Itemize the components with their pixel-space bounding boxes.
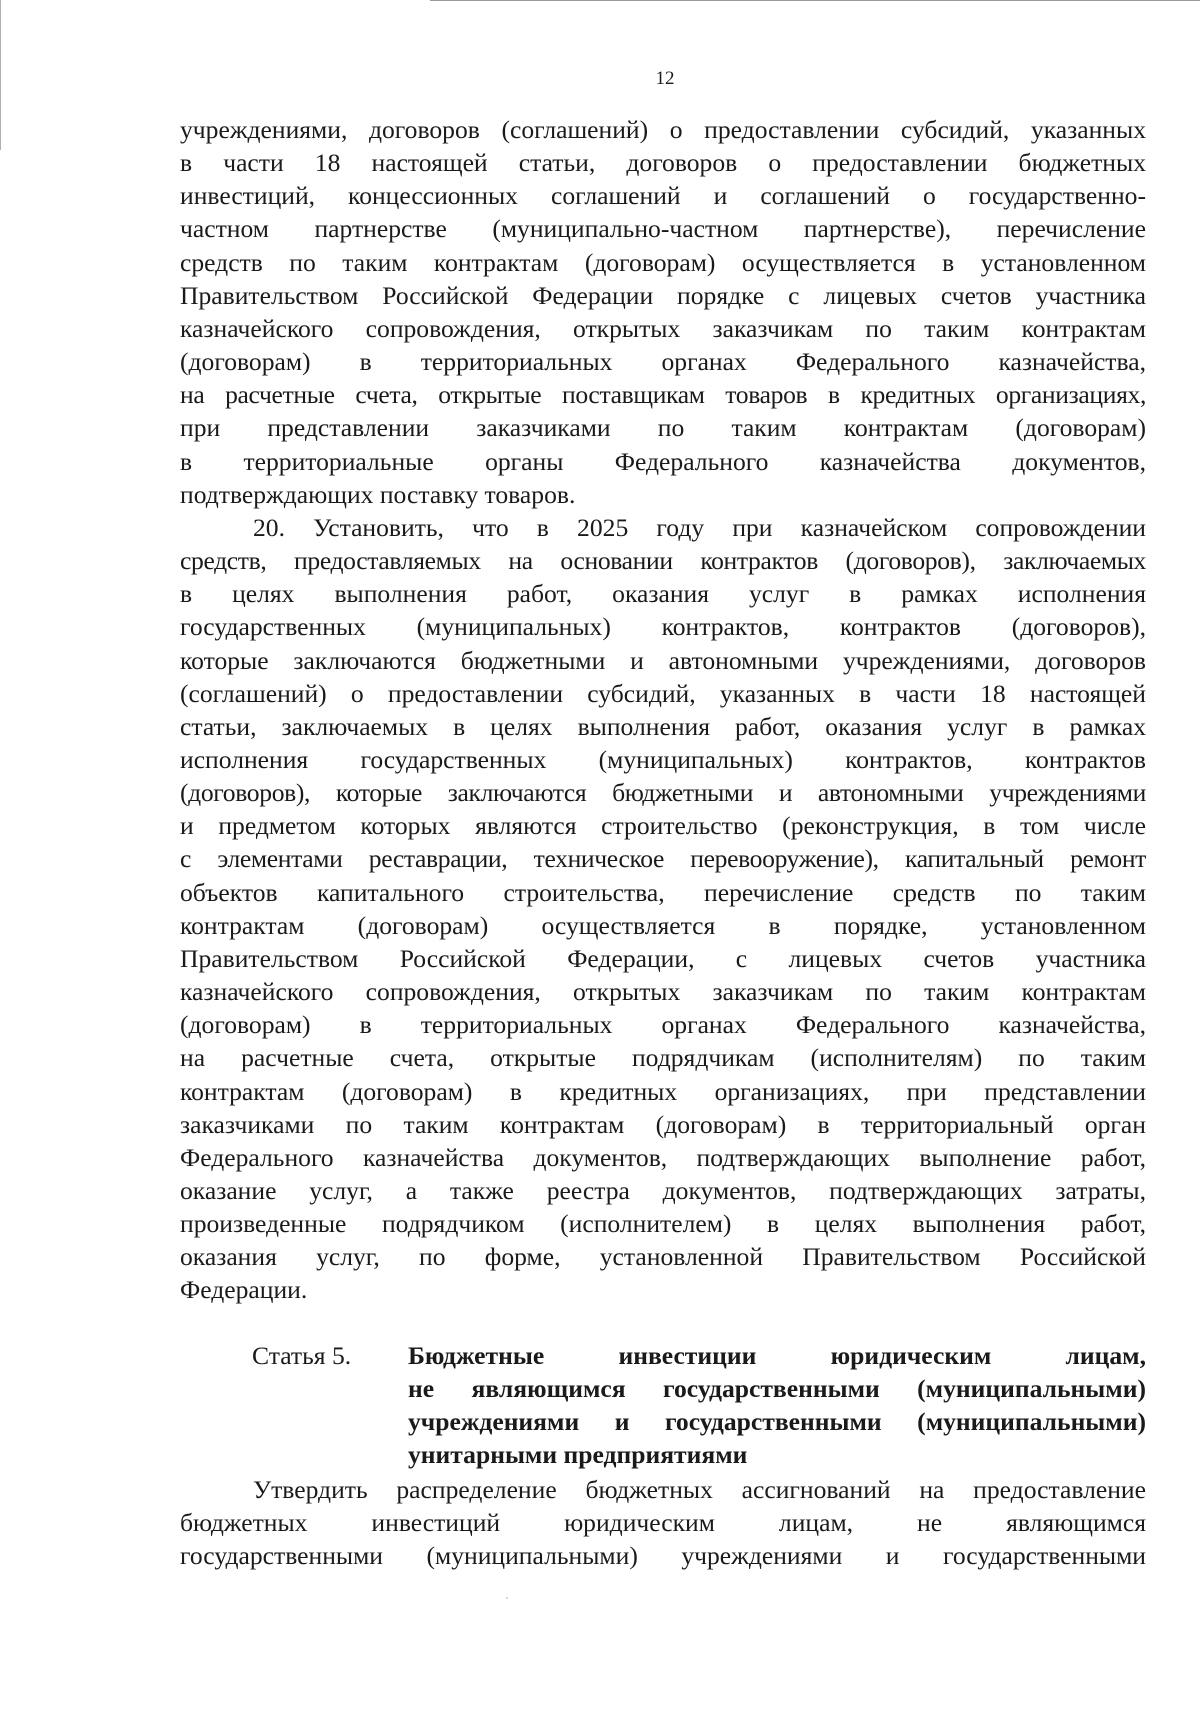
text-line: контрактам (договорам) осуществляется в порядке, установленном [180,910,1146,940]
text-line: Федерального казначейства документов, подтверждающих выполнение работ, [180,1142,1146,1172]
text-line: учреждениями, договоров (соглашений) о предоставлении субсидий, указанных [180,115,1146,144]
text-line: (соглашений) о предоставлении субсидий, указанных в части 18 настоящей [180,678,1146,708]
text-line: контрактам (договорам) в кредитных организациях, при представлении [180,1076,1146,1106]
document-body [180,113,1146,1307]
text-line: государственными (муниципальными) учреждениями и государственными [180,1541,1146,1571]
article-number: Статья 5. [252,1341,352,1370]
text-line: Утвердить распределение бюджетных ассигнований на предоставление [253,1475,1146,1504]
text-line: казначейского сопровождения, открытых заказчикам по таким контрактам [180,977,1146,1007]
text-line: оказания услуг, по форме, установленной Правительством Российской [180,1242,1146,1272]
text-line: заказчиками по таким контрактам (договорам) в территориальный орган [180,1109,1146,1139]
text-line: 20. Установить, что в 2025 году при казначейском сопровождении [253,512,1146,542]
page-number: 12 [655,68,675,89]
text-line: частном партнерстве (муниципально-частном партнерстве), перечисление [180,214,1146,244]
article-title-line: учреждениями и государственными (муниципальными) [408,1407,1146,1437]
paragraph-19-tail [180,113,1146,511]
text-line: инвестиций, концессионных соглашений и соглашений о государственно- [180,181,1146,211]
text-line: государственных (муниципальных) контрактов, контрактов (договоров), [180,612,1146,642]
text-line: которые заключаются бюджетными и автономными учреждениями, договоров [180,645,1146,675]
text-line: (договорам) в территориальных органах Федерального казначейства, [180,347,1146,377]
text-line: (договорам) в территориальных органах Федерального казначейства, [180,1010,1146,1040]
text-line: оказание услуг, а также реестра документов, подтверждающих затраты, [180,1176,1146,1205]
text-line: в целях выполнения работ, оказания услуг в рамках исполнения [180,579,1146,609]
text-line: произведенные подрядчиком (исполнителем) в целях выполнения работ, [180,1209,1146,1239]
text-line: в части 18 настоящей статьи, договоров о предоставлении бюджетных [180,148,1146,178]
text-line: на расчетные счета, открытые подрядчикам (исполнителям) по таким [180,1043,1146,1073]
article-5-body [180,1473,1146,1572]
text-line: средств по таким контрактам (договорам) осуществляется в установленном [180,247,1146,277]
text-line: при представлении заказчиками по таким контрактам (договорам) [180,413,1146,443]
text-line: на расчетные счета, открытые поставщикам товаров в кредитных организациях, [180,380,1146,410]
article-title-line: не являющимся государственными (муниципальными) [408,1374,1146,1404]
article-title-line: унитарными предприятиями [408,1440,748,1470]
text-line: статьи, заключаемых в целях выполнения работ, оказания услуг в рамках [180,711,1146,741]
text-line: и предметом которых являются строительство (реконструкция, в том числе [180,811,1146,841]
text-line: Правительством Российской Федерации порядке с лицевых счетов участника [180,280,1146,310]
text-line: казначейского сопровождения, открытых заказчикам по таким контрактам [180,313,1146,343]
text-line: в территориальные органы Федерального казначейства документов, [180,446,1146,476]
text-line: с элементами реставрации, техническое перевооружение), капитальный ремонт [180,844,1146,874]
article-title-line: Бюджетные инвестиции юридическим лицам, [408,1341,1146,1370]
text-line: (договоров), которые заключаются бюджетными и автономными учреждениями [180,778,1146,808]
article-title [408,1339,1146,1472]
text-line: средств, предоставляемых на основании контрактов (договоров), заключаемых [180,546,1146,576]
text-line: исполнения государственных (муниципальных) контрактов, контрактов [180,744,1146,774]
scan-speck [506,1597,508,1599]
scan-edge-top [430,0,1200,1]
text-line: объектов капитального строительства, перечисление средств по таким [180,877,1146,907]
text-line: Федерации. [180,1275,308,1305]
text-line: бюджетных инвестиций юридическим лицам, не являющимся [180,1508,1146,1538]
paragraph-20 [180,511,1146,1307]
text-line: подтверждающих поставку товаров. [180,479,576,509]
text-line: Правительством Российской Федерации, с лицевых счетов участника [180,943,1146,973]
